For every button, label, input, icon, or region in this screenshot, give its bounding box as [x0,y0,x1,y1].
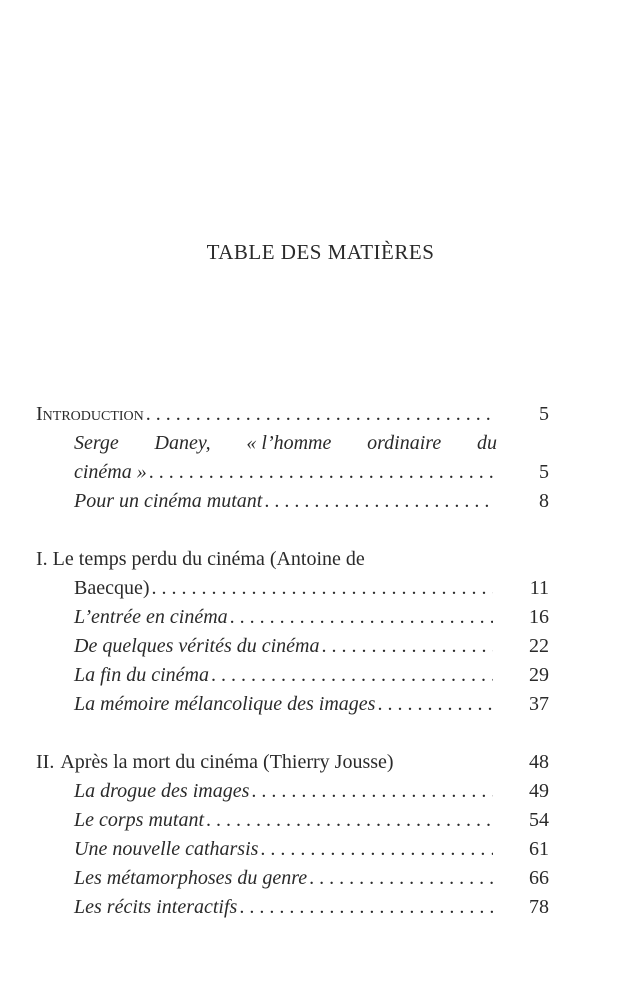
leader-dots [146,400,493,429]
leader-dots [152,574,493,603]
toc-subentry [36,661,549,690]
toc-entry-label: Les récits interactifs [74,896,238,918]
leader-dots [230,603,493,632]
toc-entry-introduction [36,400,549,429]
toc-page-number: 22 [529,635,549,657]
leader-dots [309,864,493,893]
leader-dots [239,893,493,922]
toc-subentry [36,893,549,922]
leader-dots [264,487,493,516]
toc-page-number: 61 [529,838,549,860]
leader-dots [260,835,493,864]
toc-word: Serge [74,432,119,454]
chapter-number: I. [36,548,48,570]
toc-entry-label: La mémoire mélancolique des images [74,693,376,715]
toc-page-number: 54 [529,809,549,831]
toc-word: « l’homme [246,432,332,454]
chapter-title-continued: Baecque) [74,577,150,599]
toc-page-number: 37 [529,693,549,715]
leader-dots [321,632,493,661]
toc-chapter-1-line2 [36,574,549,603]
leader-dots [211,661,493,690]
page-title: TABLE DES MATIÈRES [206,240,435,264]
toc-page-number: 5 [539,403,549,425]
toc-page-number: 66 [529,867,549,889]
toc-page-number: 48 [529,751,549,773]
toc-entry-label: Une nouvelle catharsis [74,838,259,860]
toc-page-number: 78 [529,896,549,918]
leader-dots [377,690,493,719]
toc-entry-label: cinéma » [74,461,147,483]
toc-entry-label: De quelques vérités du cinéma [74,635,320,657]
chapter-title: Le temps perdu du cinéma (Antoine de [52,548,365,570]
toc-entry-label: Le corps mutant [74,809,204,831]
toc-page-number: 5 [539,461,549,483]
toc-word: Daney, [154,432,211,454]
toc-chapter-1-line1 [36,545,549,574]
chapter-number: II. [36,751,55,773]
toc-page-number: 29 [529,664,549,686]
toc-entry-label: Introduction [36,403,144,425]
table-of-contents [36,400,549,922]
toc-entry-label: La fin du cinéma [74,664,209,686]
toc-subentry [36,632,549,661]
toc-entry-label: Les métamorphoses du genre [74,867,308,889]
toc-subentry [36,864,549,893]
leader-dots [251,777,493,806]
toc-entry-label: La drogue des images [74,780,250,802]
toc-chapter-2 [36,748,549,777]
toc-subentry-serge-daney-line2 [36,458,549,487]
toc-entry-label: L’entrée en cinéma [74,606,228,628]
toc-subentry [36,690,549,719]
toc-word: du [476,432,497,454]
toc-entry-label: Pour un cinéma mutant [74,490,263,512]
toc-page-number: 11 [529,577,549,599]
toc-subentry [36,777,549,806]
leader-dots [149,458,493,487]
toc-page-number: 49 [529,780,549,802]
leader-dots [206,806,493,835]
toc-subentry [36,487,549,516]
toc-subentry-serge-daney-line1 [36,429,549,458]
toc-subentry [36,835,549,864]
toc-subentry [36,806,549,835]
chapter-title: Après la mort du cinéma (Thierry Jousse) [60,751,394,773]
toc-word: ordinaire [367,432,442,454]
toc-page-number: 8 [539,490,549,512]
toc-page-number: 16 [529,606,549,628]
toc-subentry [36,603,549,632]
